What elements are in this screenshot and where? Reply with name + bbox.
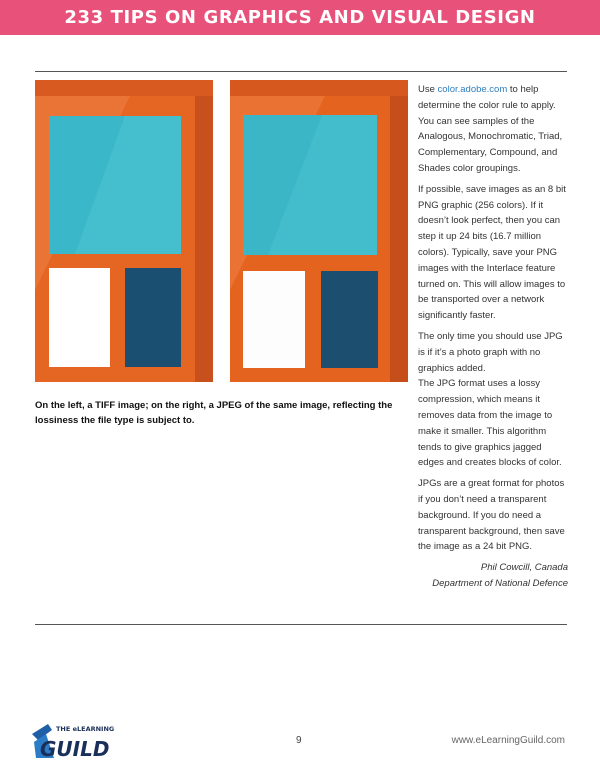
paragraph-jpg-lossy: The JPG format uses a lossy compression, which means it removes data from the image to make it smaller. This algorithm tends to give graphics jagged edges and creates blocks of color. — [418, 378, 562, 469]
paragraph-prefix: Use — [418, 84, 438, 95]
logo-main-text: GUILD — [40, 737, 110, 760]
paragraph-rest: to help determine the color rule to apply. You can see samples of the Analogous, Monochromatic, Triad, Complementary, Compound, and Shades color groupings. — [418, 84, 563, 174]
color-adobe-link[interactable]: color.adobe.com — [437, 84, 508, 95]
tiff-image — [35, 80, 213, 382]
bottom-divider — [35, 624, 567, 625]
author-organization: Department of National Defence — [432, 577, 568, 589]
paragraph-jpg-transparent: JPGs are a great format for photos if you don’t need a transparent background. If you do need a transparent background, then save the image as a 24 bit PNG. — [418, 478, 565, 553]
top-divider — [35, 71, 567, 72]
paragraph-png: If possible, save images as an 8 bit PNG graphic (256 colors). If it doesn’t look perfect, then you can step it up 24 bits (16.7 million colors). Typically, save your PNG images with the Interlace feature turned on. This will allow images to be transported over a network significantly faster. — [418, 183, 566, 322]
logo-top-text: THE eLEARNING — [56, 725, 115, 733]
author-name: Phil Cowcill, Canada — [480, 562, 568, 574]
body-text-column — [418, 82, 568, 591]
page-title: 233 TIPS ON GRAPHICS AND VISUAL DESIGN — [64, 7, 536, 28]
header-banner — [0, 0, 600, 35]
page-number: 9 — [296, 735, 302, 746]
paragraph-color-tool — [418, 82, 568, 177]
figure-caption: On the left, a TIFF image; on the right, a JPEG of the same image, reflecting the lossiness the file type is subject to. — [35, 400, 393, 426]
jpeg-image — [230, 80, 408, 382]
elearning-guild-logo — [30, 720, 118, 760]
author-signature — [418, 560, 568, 591]
paragraph-jpg-use: The only time you should use JPG is if it’s a photo graph with no graphics added. — [418, 330, 563, 374]
site-url[interactable]: www.eLearningGuild.com — [451, 735, 565, 746]
